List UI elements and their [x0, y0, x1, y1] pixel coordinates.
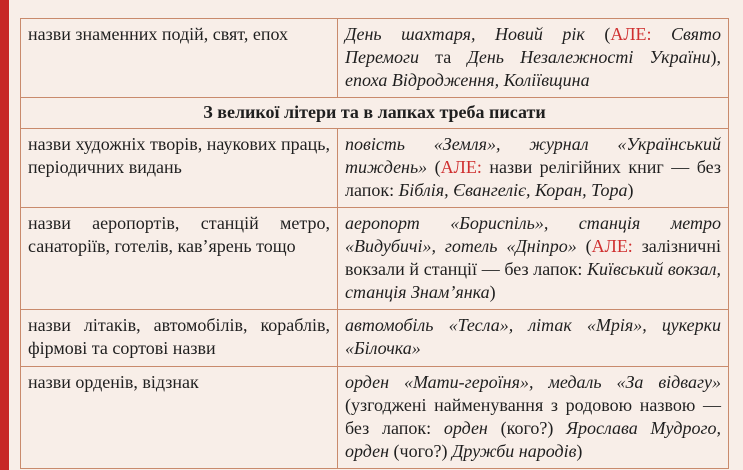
example-italic: Біблія, Євангеліє, Коран, Тора: [398, 180, 628, 200]
example-cell: [338, 367, 729, 469]
example-italic: День шахтаря, Новий рік: [345, 24, 585, 44]
example-text: (: [576, 236, 592, 256]
example-italic: аеропорт «Бориспіль», станція метро «Видубичі», готель «Дніпро»: [345, 213, 721, 256]
category-cell: назви орденів, відзнак: [21, 367, 338, 469]
table-row: [21, 208, 729, 310]
example-italic: орден «Мати-героїня», медаль «За відвагу»: [345, 372, 721, 392]
example-italic: Київський вокзал, станція Знам’янка: [345, 259, 722, 302]
table-row: [21, 367, 729, 469]
category-cell: назви художніх творів, наукових праць, періодичних видань: [21, 129, 338, 208]
table-row: [21, 310, 729, 367]
example-cell: [338, 129, 729, 208]
example-text: (узгоджені найменування з родовою назвою — без лапок:: [345, 395, 721, 438]
example-italic: Дружби народів: [451, 441, 577, 461]
exception-marker: АЛЕ:: [440, 157, 482, 177]
example-cell: [338, 310, 729, 367]
category-cell: назви аеропортів, станцій метро, санаторіїв, готелів, кав’ярень тощо: [21, 208, 338, 310]
exception-marker: АЛЕ:: [591, 236, 633, 256]
example-italic: повість «Земля», журнал «Український тиждень»: [345, 134, 721, 177]
example-text: (: [584, 24, 611, 44]
example-text: (чого?): [389, 441, 452, 461]
example-text: (кого?): [487, 418, 567, 438]
example-text: ): [489, 282, 496, 302]
table-row: [21, 19, 729, 98]
example-text: ): [576, 441, 583, 461]
example-text: (: [427, 157, 441, 177]
example-italic: орден: [443, 418, 488, 438]
example-cell: [338, 19, 729, 98]
capitalization-rules-table: [20, 18, 729, 469]
category-cell: назви знаменних подій, свят, епох: [21, 19, 338, 98]
example-cell: [338, 208, 729, 310]
table-row: [21, 129, 729, 208]
section-heading: З великої літери та в лапках треба писати: [21, 98, 729, 129]
example-text: та: [419, 47, 468, 67]
example-text: назви релігійних книг — без лапок:: [345, 157, 721, 200]
example-text: ): [627, 180, 634, 200]
example-text: залізничні вокзали й станції — без лапок:: [345, 236, 721, 279]
example-italic: епоха Відродження, Коліївщина: [345, 70, 590, 90]
section-row: [21, 98, 729, 129]
example-italic: Свято Перемоги: [345, 24, 722, 67]
exception-marker: АЛЕ:: [610, 24, 652, 44]
example-italic: Ярослава Мудрого, орден: [345, 418, 722, 461]
example-text: ),: [710, 47, 721, 67]
category-cell: назви літаків, автомобілів, кораблів, фірмові та сортові назви: [21, 310, 338, 367]
red-margin-bar: [0, 0, 9, 470]
example-italic: автомобіль «Тесла», літак «Мрія», цукерки «Білочка»: [345, 315, 721, 358]
example-italic: День Незалежності України: [467, 47, 711, 67]
